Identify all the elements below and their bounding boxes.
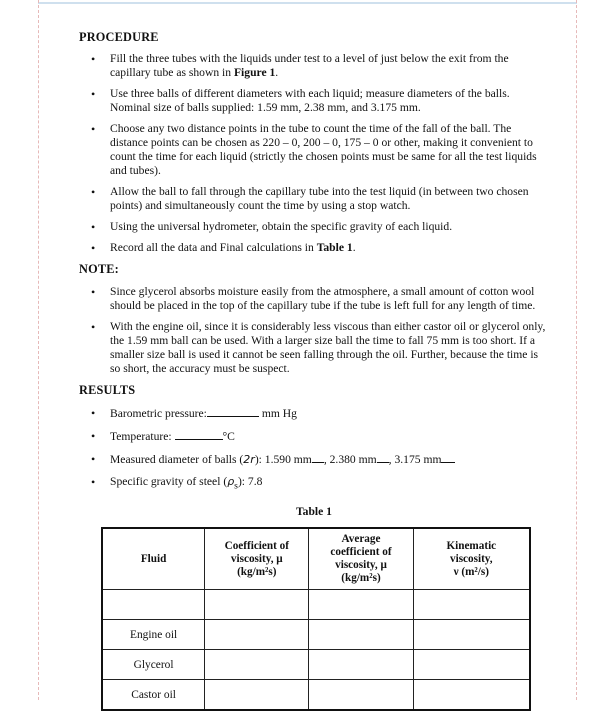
table-cell [205, 620, 309, 650]
procedure-item: • Allow the ball to fall through the capillary tube into the test liquid (in between two chosen points) and simultaneously count the time by using a stop watch. [91, 185, 529, 212]
bullet-icon: • [91, 185, 96, 199]
page-right-edge [576, 0, 577, 700]
header-viscosity: Coefficient of viscosity, μ (kg/m²s) [205, 528, 309, 590]
table-row [102, 620, 530, 650]
procedure-list [79, 52, 549, 255]
header-fluid: Fluid [102, 528, 205, 590]
procedure-item: • Choose any two distance points in the tube to count the time of the fall of the ball. The distance points can be chosen as 220 – 0, 200 – 0, 175 – 0 or other, making it convenient to count the time for each liquid (strictly the chosen points must be same for all the test liquids and tubes). [91, 122, 537, 177]
results-table [101, 527, 531, 711]
table-row [102, 680, 530, 711]
fill-in-blank [207, 406, 259, 417]
bullet-icon: • [91, 122, 96, 136]
page-top-border [38, 2, 577, 4]
table-cell [413, 680, 530, 711]
header-kinematic-viscosity: Kinematic viscosity, ν (m²/s) [413, 528, 530, 590]
table-cell [205, 590, 309, 620]
table-cell [205, 650, 309, 680]
procedure-item: • Fill the three tubes with the liquids under test to a level of just below the exit from the capillary tube as shown in Figure 1. [91, 52, 509, 79]
note-item: • Since glycerol absorbs moisture easily from the atmosphere, a small amount of cotton wool should be placed in the top of the capillary tube if the tube is left full for any length of time. [91, 285, 536, 312]
barometric-pressure-item: • Barometric pressure: mm Hg [91, 406, 297, 420]
table-header-row [102, 528, 530, 590]
procedure-item: • Record all the data and Final calculations in Table 1. [91, 241, 356, 255]
fluid-cell: Glycerol [102, 650, 205, 680]
bullet-icon: • [91, 52, 96, 66]
fluid-cell: Castor oil [102, 680, 205, 711]
procedure-item: • Use three balls of different diameters with each liquid; measure diameters of the balls. Nominal size of balls supplied: 1.59 mm, 2.38 mm, and 3.175 mm. [91, 87, 510, 114]
fill-in-blank [377, 452, 389, 463]
table-row [102, 650, 530, 680]
bullet-icon: • [91, 87, 96, 101]
bullet-icon: • [91, 429, 96, 443]
results-list [79, 406, 549, 493]
table-cell [309, 590, 413, 620]
specific-gravity-item: • Specific gravity of steel $(\rho_s)$: 7.8 [91, 475, 263, 492]
bullet-icon: • [91, 285, 96, 299]
bullet-icon: • [91, 220, 96, 234]
ball-diameter-item: • Measured diameter of balls (2r): 1.590 mm , 2.380 mm , 3.175 mm [79, 452, 549, 467]
table-cell [413, 650, 530, 680]
table-cell [309, 650, 413, 680]
table-cell [309, 620, 413, 650]
bullet-icon: • [91, 320, 96, 334]
fill-in-blank [175, 429, 223, 440]
procedure-heading: PROCEDURE [79, 30, 159, 44]
results-heading: RESULTS [79, 383, 136, 397]
header-average-viscosity: Average coefficient of viscosity, μ (kg/m²s) [309, 528, 413, 590]
page-left-edge [38, 0, 39, 700]
note-list [79, 285, 549, 376]
table-row-empty [102, 590, 530, 620]
fill-in-blank [441, 452, 455, 463]
bullet-icon: • [91, 452, 96, 466]
procedure-item: • Using the universal hydrometer, obtain the specific gravity of each liquid. [91, 220, 453, 234]
table-cell [102, 590, 205, 620]
fill-in-blank [312, 452, 324, 463]
note-item: • With the engine oil, since it is considerably less viscous than either castor oil or glycerol only, the 1.59 mm ball can be used. With a larger size ball the time to fall 75 mm is too short. If a smaller size ball is used it cannot be seen falling through the oil. Further, because the time is so short, the accuracy must be suspect. [91, 320, 546, 375]
fluid-cell: Engine oil [102, 620, 205, 650]
table-cell [413, 620, 530, 650]
document-page [79, 30, 549, 711]
table-cell [413, 590, 530, 620]
bullet-icon: • [91, 475, 96, 489]
table-cell [205, 680, 309, 711]
bullet-icon: • [91, 406, 96, 420]
note-heading: NOTE: [79, 262, 119, 276]
bullet-icon: • [91, 241, 96, 255]
temperature-item: • Temperature: °C [91, 429, 235, 443]
table-cell [309, 680, 413, 711]
table-caption: Table 1 [296, 505, 332, 519]
